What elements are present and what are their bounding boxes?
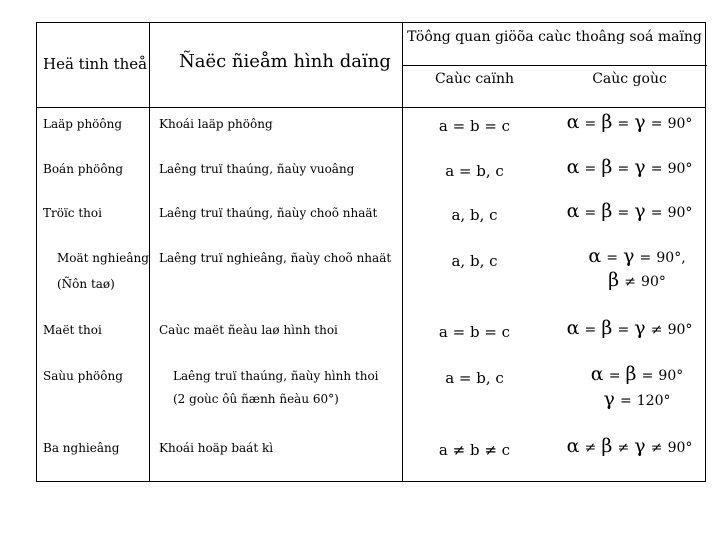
row-2-system: Boán phöông [43, 162, 124, 176]
angle-90: 90° [656, 250, 682, 266]
equals-sign: = [617, 116, 630, 132]
row-2-feature: Laêng truï thaúng, ñaùy vuoâng [159, 162, 355, 176]
equals-sign: = [617, 161, 630, 177]
row-1-edges: a = b = c [438, 117, 511, 135]
row-6-angles-line-1 [552, 363, 720, 385]
header-divider [37, 107, 705, 108]
row-4-angles-line-2 [552, 269, 720, 291]
row-6-edges: a = b, c [445, 369, 504, 387]
row-6-system: Saùu phöông [43, 369, 123, 383]
not-equal-sign: ≠ [617, 440, 630, 456]
row-1-system: Laäp phöông [43, 117, 123, 131]
equals-sign: = [650, 161, 663, 177]
equals-sign: = [650, 116, 663, 132]
angle-90: 90° [667, 205, 693, 221]
gamma-symbol: γ [634, 111, 646, 133]
row-1-feature: Khoái laäp phöông [159, 117, 273, 131]
angle-90: 90° [667, 161, 693, 177]
subheader-divider [402, 65, 707, 66]
equals-sign: = [584, 205, 597, 221]
row-7-feature: Khoái hoäp baát kì [159, 441, 274, 455]
row-5-edges: a = b = c [438, 323, 511, 341]
angle-90: 90° [667, 116, 693, 132]
equals-sign: = [617, 205, 630, 221]
not-equal-sign: ≠ [650, 440, 663, 456]
row-7-edges: a ≠ b ≠ c [438, 441, 511, 459]
angle-120: 120° [636, 393, 671, 409]
row-4-edges: a, b, c [451, 252, 498, 270]
alpha-symbol: α [566, 435, 580, 457]
beta-symbol: β [601, 435, 613, 457]
beta-symbol: β [608, 269, 620, 291]
alpha-symbol: α [566, 200, 580, 222]
row-6-feature: Laêng truï thaúng, ñaùy hình thoi [173, 369, 379, 383]
beta-symbol: β [601, 317, 613, 339]
alpha-symbol: α [588, 245, 602, 267]
row-3-edges: a, b, c [451, 206, 498, 224]
beta-symbol: β [601, 200, 613, 222]
row-4-angles-line-1: α = γ = 90°, [588, 245, 686, 267]
row-4-system-note: (Ñôn taø) [57, 277, 115, 291]
angle-90: 90° [667, 322, 693, 338]
beta-symbol: β [601, 111, 613, 133]
row-4-feature: Laêng truï nghieâng, ñaùy choõ nhaät [159, 251, 392, 265]
gamma-symbol: γ [623, 245, 635, 267]
not-equal-sign: ≠ [584, 440, 597, 456]
equals-sign: = [584, 322, 597, 338]
gamma-symbol: γ [634, 156, 646, 178]
row-7-system: Ba nghieâng [43, 441, 120, 455]
equals-sign: = [606, 250, 618, 266]
row-6-feature-note: (2 goùc ôû ñænh ñeàu 60°) [173, 392, 339, 406]
alpha-symbol: α [566, 317, 580, 339]
header-lattice-parameters: Töông quan giöõa caùc thoâng soá maïng [407, 29, 702, 45]
row-3-system: Tröïc thoi [43, 206, 102, 220]
angle-90: 90° [658, 368, 684, 384]
equals-sign: = [641, 368, 654, 384]
col-divider-1 [149, 23, 150, 481]
angle-90: 90° [667, 440, 693, 456]
row-4-system: Moät nghieâng [57, 251, 149, 265]
equals-sign: = [619, 393, 632, 409]
row-3-feature: Laêng truï thaúng, ñaùy choõ nhaät [159, 206, 378, 220]
subheader-edges: Caùc caïnh [434, 71, 515, 87]
gamma-symbol: γ [634, 317, 646, 339]
equals-sign: = [608, 368, 621, 384]
not-equal-sign: ≠ [624, 274, 636, 290]
row-1-angles [552, 111, 707, 133]
alpha-symbol: α [566, 156, 580, 178]
row-7-angles [552, 435, 707, 457]
gamma-symbol: γ [634, 200, 646, 222]
row-3-angles [552, 200, 707, 222]
not-equal-sign: ≠ [650, 322, 663, 338]
row-6-angles-line-2 [552, 388, 720, 410]
equals-sign: = [617, 322, 630, 338]
alpha-symbol: α [566, 111, 580, 133]
row-5-feature: Caùc maët ñeàu laø hình thoi [159, 323, 338, 337]
gamma-symbol: γ [634, 435, 646, 457]
alpha-symbol: α [590, 363, 604, 385]
header-crystal-system: Heä tinh theå [43, 55, 148, 73]
equals-sign: = [584, 161, 597, 177]
equals-sign: = [584, 116, 597, 132]
beta-symbol: β [625, 363, 637, 385]
row-5-angles [552, 317, 707, 339]
row-2-edges: a = b, c [445, 162, 504, 180]
gamma-symbol: γ [603, 388, 615, 410]
header-shape-features: Ñaëc ñieåm hình daïng [179, 51, 391, 72]
row-2-angles [552, 156, 707, 178]
subheader-angles: Caùc goùc [592, 71, 667, 87]
beta-symbol: β [601, 156, 613, 178]
crystal-systems-table [36, 22, 706, 482]
angle-90: 90° [641, 274, 666, 290]
row-5-system: Maët thoi [43, 323, 102, 337]
equals-sign: = [639, 250, 652, 266]
equals-sign: = [650, 205, 663, 221]
